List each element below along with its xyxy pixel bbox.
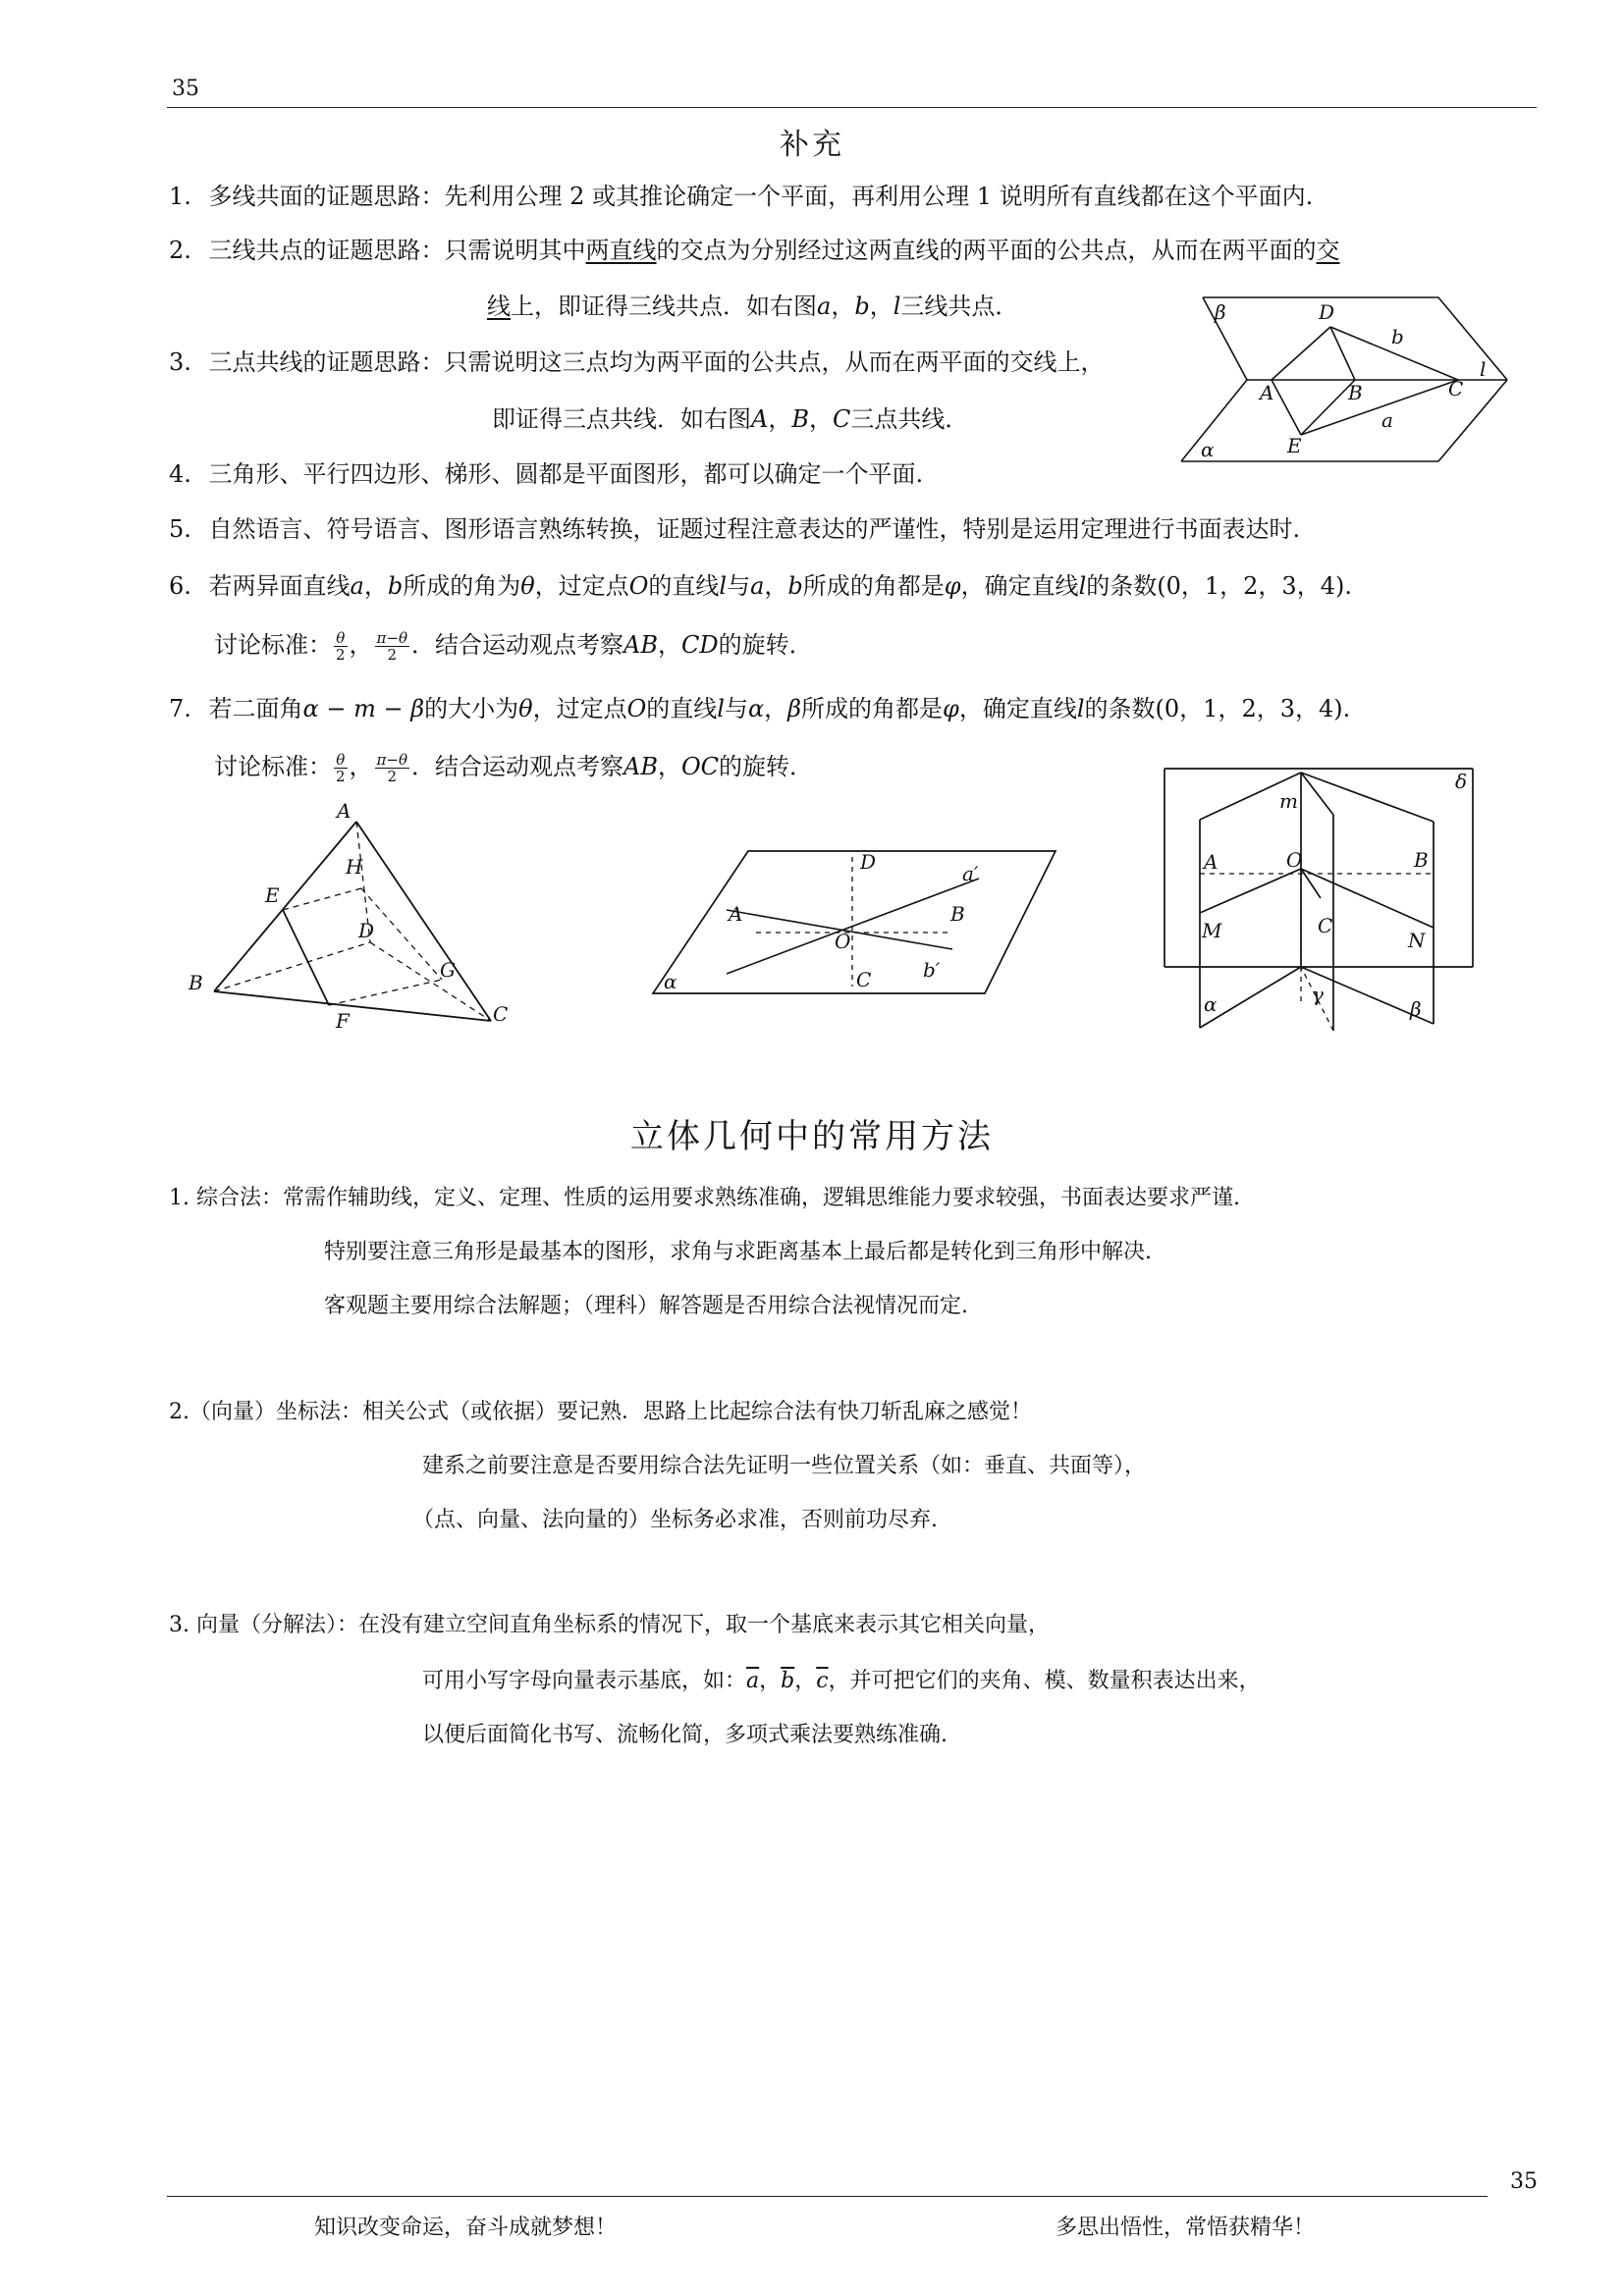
- punct: ，: [657, 753, 681, 780]
- label-alpha: α: [664, 970, 677, 993]
- discussion-label: 讨论标准：: [214, 753, 332, 780]
- item-text: 的旋转．: [718, 631, 813, 659]
- item-text: 的直线: [648, 572, 720, 600]
- item-text: 上，即证得三线共点．如右图: [511, 293, 817, 320]
- math-var: θ: [518, 695, 533, 722]
- item-text: 三点共线的证题思路：只需说明这三点均为两平面的公共点，从而在两平面的交线上，: [208, 348, 1105, 376]
- item-4: [169, 457, 923, 491]
- item-2: [169, 234, 1340, 267]
- vector-b: $\overline{b}$: [781, 1669, 795, 1693]
- label-A: A: [1204, 850, 1218, 874]
- math-var: θ: [520, 572, 535, 600]
- method-text: ，并可把它们的夹角、模、数量积表达出来，: [828, 1669, 1261, 1693]
- punct: ，: [363, 572, 388, 600]
- label-alpha: α: [1201, 438, 1215, 461]
- numerator: θ: [334, 630, 348, 647]
- footer-right-motto: 多思出悟性，常悟获精华！: [1056, 2216, 1316, 2240]
- label-C: C: [1448, 377, 1464, 400]
- method-2-line-3: （点、向量、法向量的）坐标务必求准，否则前功尽弃.: [412, 1508, 938, 1532]
- item-text: 多线共面的证题思路：先利用公理 2 或其推论确定一个平面，再利用公理 1 说明所有直线都在这个平面内.: [208, 183, 1314, 210]
- label-A: A: [729, 902, 743, 926]
- item-number: 4.: [169, 460, 191, 488]
- item-number: 3.: [169, 348, 191, 376]
- label-F: F: [336, 1009, 350, 1033]
- label-beta: β: [1215, 300, 1226, 324]
- math-var: φ: [944, 572, 961, 600]
- item-text: 三角形、平行四边形、梯形、圆都是平面图形，都可以确定一个平面.: [208, 460, 924, 488]
- underlined-text: 交: [1316, 237, 1340, 264]
- label-O: O: [1286, 848, 1303, 872]
- math-var: b: [387, 572, 404, 600]
- item-6: [169, 569, 1352, 603]
- label-O: O: [835, 930, 851, 953]
- punct: ，: [759, 1669, 782, 1693]
- label-E: E: [265, 883, 280, 907]
- method-3-line-3: 以便后面简化书写、流畅化简，多项式乘法要熟练准确.: [422, 1723, 947, 1747]
- figure-intersecting-planes: [1173, 290, 1517, 475]
- item-text: 若两异面直线: [208, 572, 351, 600]
- item-text: 的交点为分别经过这两直线的两平面的公共点，从而在两平面的: [656, 237, 1317, 264]
- item-2-cont: [487, 290, 1018, 323]
- item-text: 所成的角都是: [801, 695, 944, 722]
- underlined-text: 线: [487, 293, 511, 320]
- math-var: AB: [623, 753, 658, 780]
- label-b-prime: b′: [923, 958, 941, 982]
- punct: ，: [349, 631, 373, 659]
- item-text: 的旋转．: [719, 753, 814, 780]
- item-text: ，确定直线: [958, 695, 1077, 722]
- label-B: B: [1414, 848, 1429, 872]
- math-var: l: [1076, 695, 1085, 722]
- item-text: 所成的角为: [403, 572, 521, 600]
- item-text: 三点共线．: [850, 405, 969, 433]
- item-text: ，确定直线: [960, 572, 1079, 600]
- label-M: M: [1202, 919, 1222, 942]
- label-alpha: α: [1204, 992, 1218, 1016]
- fraction-pi-minus-theta-over-2: [375, 752, 409, 784]
- item-text: 与: [727, 572, 751, 600]
- label-a: a: [1381, 408, 1393, 432]
- item-text: ．结合运动观点考察: [411, 753, 624, 780]
- method-2-line-2: 建系之前要注意是否要用综合法先证明一些位置关系（如：垂直、共面等），: [422, 1454, 1147, 1478]
- figure-dihedral: [1149, 761, 1483, 1040]
- math-var: C: [832, 405, 851, 433]
- math-var: l: [893, 293, 901, 320]
- figure-tetrahedron: [177, 800, 520, 1040]
- item-3-cont: [492, 402, 968, 436]
- method-2-line-1: 2.（向量）坐标法：相关公式（或依据）要记熟．思路上比起综合法有快刀斩乱麻之感觉！: [169, 1400, 1032, 1424]
- item-text: 与: [724, 695, 748, 722]
- item-6-discussion: [214, 628, 813, 663]
- section-title-supplement: 补充: [780, 128, 844, 162]
- discussion-label: 讨论标准：: [214, 631, 332, 659]
- math-expr: α − m − β: [302, 695, 425, 722]
- item-7-discussion: [214, 750, 813, 784]
- item-3: [169, 346, 1105, 379]
- item-text: 自然语言、符号语言、图形语言熟练转换，证题过程注意表达的严谨性，特别是运用定理进行书面表达时.: [208, 515, 1301, 543]
- label-B: B: [1348, 381, 1363, 404]
- denominator: 2: [336, 646, 346, 664]
- item-number: 6.: [169, 572, 191, 600]
- fraction-theta-over-2: [334, 752, 348, 784]
- underlined-text: 两直线: [585, 237, 657, 264]
- punct: ，: [831, 293, 855, 320]
- item-number: 1.: [169, 183, 191, 210]
- math-var: a: [817, 293, 832, 320]
- punct: ，: [768, 405, 792, 433]
- section-title-methods: 立体几何中的常用方法: [630, 1117, 994, 1156]
- math-var: α: [747, 695, 765, 722]
- punct: ，: [794, 1669, 817, 1693]
- label-B: B: [950, 902, 965, 926]
- label-N: N: [1408, 929, 1426, 952]
- label-D: D: [1319, 300, 1335, 324]
- vector-a: $\overline{a}$: [746, 1669, 760, 1693]
- punct: ，: [349, 753, 373, 780]
- item-number: 5.: [169, 515, 191, 543]
- math-var: l: [1078, 572, 1087, 600]
- item-text: 即证得三点共线．如右图: [492, 405, 751, 433]
- denominator: 2: [387, 768, 398, 785]
- label-G: G: [440, 958, 456, 982]
- method-3-line-1: 3. 向量（分解法）：在没有建立空间直角坐标系的情况下，取一个基底来表示其它相关向量，: [169, 1613, 1050, 1637]
- label-A: A: [1260, 381, 1274, 404]
- math-var: l: [717, 695, 725, 722]
- item-7: [169, 692, 1350, 725]
- math-var: O: [628, 572, 649, 600]
- math-var: O: [626, 695, 647, 722]
- method-text: 可用小写字母向量表示基底，如：: [422, 1669, 747, 1693]
- item-text: 三线共点的证题思路：只需说明其中: [208, 237, 586, 264]
- footer-left-motto: 知识改变命运，奋斗成就梦想！: [314, 2216, 618, 2240]
- numerator: π−θ: [376, 751, 408, 769]
- label-D: D: [860, 850, 877, 874]
- item-text: ，过定点: [534, 572, 629, 600]
- label-beta: β: [1410, 997, 1422, 1021]
- item-text: 所成的角都是: [802, 572, 945, 600]
- item-text: 的直线: [646, 695, 718, 722]
- method-1-line-2: 特别要注意三角形是最基本的图形，求角与求距离基本上最后都是转化到三角形中解决.: [324, 1240, 1152, 1264]
- denominator: 2: [387, 646, 398, 664]
- math-var: A: [751, 405, 769, 433]
- item-number: 2.: [169, 237, 191, 264]
- math-var: β: [787, 695, 802, 722]
- punct: ，: [657, 631, 681, 659]
- label-C: C: [1318, 914, 1333, 937]
- punct: ，: [764, 572, 788, 600]
- math-var: AB: [623, 631, 658, 659]
- item-text: 的大小为: [424, 695, 519, 722]
- label-D: D: [358, 919, 375, 942]
- figure-plane-lines: [638, 839, 1070, 1005]
- header-rule: [167, 107, 1537, 108]
- item-text: 的条数(0，1，2，3，4).: [1084, 695, 1351, 722]
- item-text: 的条数(0，1，2，3，4).: [1086, 572, 1352, 600]
- label-C: C: [493, 1002, 509, 1026]
- header-page-number: 35: [172, 77, 199, 101]
- method-1-line-3: 客观题主要用综合法解题；（理科）解答题是否用综合法视情况而定.: [324, 1294, 968, 1318]
- label-delta: δ: [1455, 770, 1468, 793]
- math-var: φ: [943, 695, 959, 722]
- method-3-line-2: [422, 1666, 1261, 1697]
- footer-rule: [167, 2196, 1488, 2197]
- label-C: C: [856, 968, 872, 991]
- punct: ，: [764, 695, 788, 722]
- item-5: [169, 512, 1300, 546]
- math-var: l: [719, 572, 728, 600]
- item-text: 若二面角: [208, 695, 303, 722]
- math-var: CD: [680, 631, 719, 659]
- punct: ，: [869, 293, 893, 320]
- item-text: ，过定点: [532, 695, 627, 722]
- math-var: B: [791, 405, 809, 433]
- method-1-line-1: 1. 综合法：常需作辅助线，定义、定理、性质的运用要求熟练准确，逻辑思维能力要求较强，书面表达要求严谨.: [169, 1186, 1240, 1210]
- math-var: OC: [680, 753, 720, 780]
- label-gamma: γ: [1312, 983, 1324, 1006]
- math-var: b: [787, 572, 803, 600]
- punct: ，: [808, 405, 833, 433]
- math-var: b: [854, 293, 870, 320]
- label-E: E: [1287, 434, 1302, 457]
- numerator: π−θ: [376, 629, 408, 647]
- label-l: l: [1480, 357, 1487, 381]
- label-a-prime: a′: [962, 862, 979, 885]
- item-number: 7.: [169, 695, 191, 722]
- denominator: 2: [336, 768, 346, 785]
- item-text: 三线共点．: [900, 293, 1019, 320]
- math-var: a: [350, 572, 364, 600]
- label-H: H: [346, 855, 363, 879]
- label-A: A: [337, 800, 352, 823]
- footer-page-number: 35: [1510, 2169, 1538, 2194]
- math-var: a: [750, 572, 765, 600]
- item-1: [169, 180, 1313, 213]
- vector-c: $\overline{c}$: [816, 1669, 829, 1693]
- numerator: θ: [334, 752, 348, 769]
- fraction-theta-over-2: [334, 630, 348, 663]
- label-b: b: [1391, 325, 1404, 348]
- label-m: m: [1279, 789, 1298, 813]
- item-text: ．结合运动观点考察: [411, 631, 624, 659]
- label-B: B: [189, 971, 203, 994]
- fraction-pi-minus-theta-over-2: [375, 630, 409, 663]
